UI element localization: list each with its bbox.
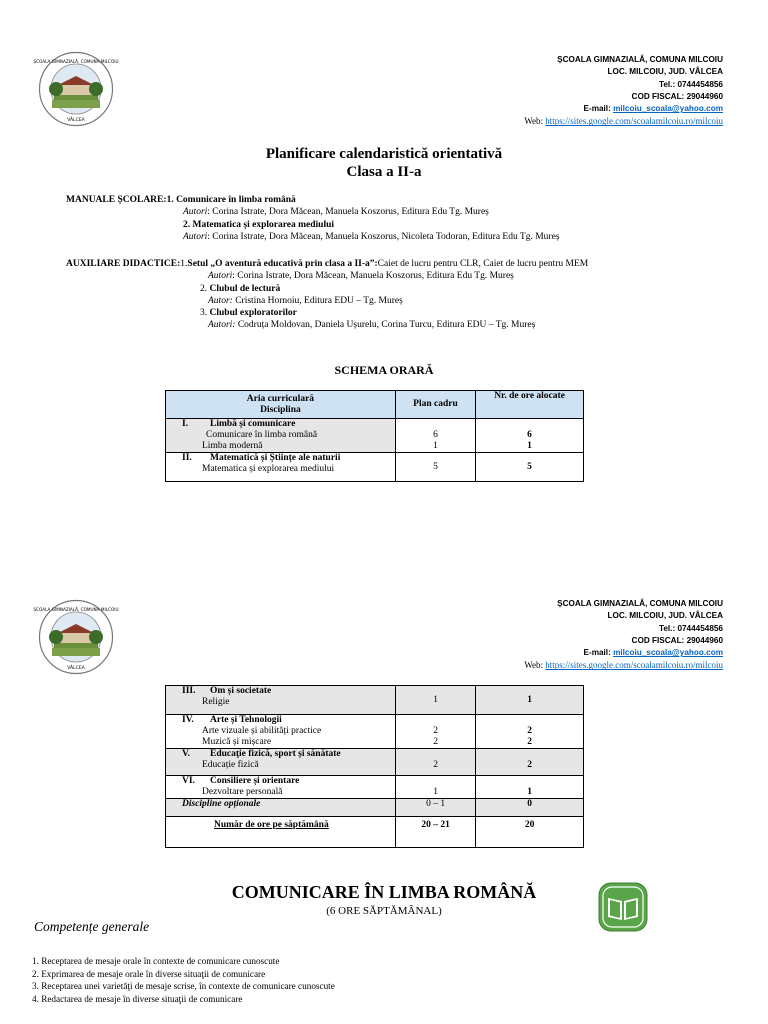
school-locality-2: LOC. MILCOIU, JUD. VÂLCEA [607, 611, 723, 621]
subject-subtitle: (6 ORE SĂPTĂMÂNAL) [326, 905, 442, 917]
aux-2-authors: Autor: Cristina Hornoiu, Editura EDU – Tg. Mureș [208, 295, 403, 306]
manual-1-authors: Autori: Corina Istrate, Dora Măcean, Manuela Koszorus, Editura Edu Tg. Mureș [183, 207, 489, 218]
manual-2-title: 2. Matematica și explorarea mediului [183, 219, 335, 230]
schedule-table-1: Aria curriculară Disciplina Plan cadru Nr. de ore alocate I. Limbă și comunicare Comunicare în limba română Limba modernă 6 1 6 1 II. Matematică și Științe ale naturii Matematica și explorarea mediului 5 5 [165, 390, 584, 482]
aux-3-authors: Autori: Codruța Moldovan, Daniela Ușurelu, Corina Turcu, Editura EDU – Tg. Mureș [208, 320, 536, 331]
book-icon [598, 882, 648, 932]
svg-text:ȘCOALA GIMNAZIALĂ, COMUNA MILC: ȘCOALA GIMNAZIALĂ, COMUNA MILCOIU [33, 607, 119, 612]
document-title [0, 146, 768, 181]
subject-title: COMUNICARE ÎN LIMBA ROMÂNĂ [231, 882, 537, 902]
school-logo [33, 51, 119, 127]
aux-1-extra: Caiet de lucru pentru CLR, Caiet de lucru pentru MEM [377, 259, 589, 269]
email-link[interactable]: milcoiu_scoala@yahoo.com [613, 104, 723, 114]
list-item: 4. Redactarea de mesaje în diverse situaţii de comunicare [32, 993, 243, 1004]
area-i: I. Limbă și comunicare Comunicare în limba română Limba modernă [166, 419, 396, 453]
email-link-2[interactable]: milcoiu_scoala@yahoo.com [613, 648, 723, 658]
web-label: Web: [524, 116, 546, 127]
email-label-2: E-mail: [583, 648, 614, 658]
school-name: ȘCOALA GIMNAZIALĂ, COMUNA MILCOIU [557, 55, 723, 64]
title-line-2: Clasa a II-a [346, 163, 422, 180]
manual-2-authors: Autori: Corina Istrate, Dora Măcean, Manuela Koszorus, Nicoleta Todoran, Editura Edu Tg. Mureș [183, 231, 560, 242]
school-info-2 [524, 598, 723, 672]
header-aria: Aria curriculară Disciplina [166, 391, 396, 419]
aux-3-title: 3. Clubul exploratorilor [200, 308, 297, 319]
list-item: 2. Exprimarea de mesaje orale în diverse situaţii de comunicare [32, 968, 266, 979]
svg-text:VÂLCEA: VÂLCEA [67, 118, 85, 123]
svg-text:VÂLCEA: VÂLCEA [67, 666, 85, 671]
manuals-label: MANUALE ȘCOLARE: [66, 195, 167, 205]
aux-1-title: Setul „O aventură educativă prin clasa a II-a”: [187, 259, 378, 269]
competente-list [32, 955, 335, 1005]
school-name-2: ȘCOALA GIMNAZIALĂ, COMUNA MILCOIU [557, 599, 723, 608]
web-link[interactable]: https://sites.google.com/scoalamilcoiu.ro/milcoiu [545, 116, 723, 127]
optional-row: Discipline opționale [166, 799, 396, 817]
svg-text:ȘCOALA GIMNAZIALĂ, COMUNA MILC: ȘCOALA GIMNAZIALĂ, COMUNA MILCOIU [33, 59, 119, 64]
schedule-table-2: III. Om și societate Religie 1 1 IV. Arte și Tehnologii Arte vizuale și abilități practice Muzică și mișcare 2 2 2 2 V. Educaţie fizică, sport și sănătate Educație fizică 2 2 VI. Consiliere și orientare Dezvoltare personală 1 1 Discipline opționale 0 – 1 0 Număr de ore pe săptămână 20 – 21 20 [165, 685, 584, 848]
area-iv: IV. Arte și Tehnologii Arte vizuale și abilități practice Muzică și mișcare [166, 715, 396, 749]
school-phone-2: Tel.: 0744454856 [658, 623, 723, 633]
web-link-2[interactable]: https://sites.google.com/scoalamilcoiu.ro/milcoiu [545, 660, 723, 671]
auxiliare-label: AUXILIARE DIDACTICE: [66, 259, 181, 269]
header-nr-ore: Nr. de ore alocate [476, 391, 584, 419]
area-iii: III. Om și societate Religie [166, 686, 396, 715]
header-plan-cadru: Plan cadru [395, 391, 475, 419]
manual-1-title: 1. Comunicare în limba română [166, 195, 296, 205]
email-label: E-mail: [583, 104, 614, 114]
school-fiscal-code: COD FISCAL: 29044960 [631, 91, 723, 101]
list-item: 3. Receptarea unei varietăţi de mesaje scrise, în contexte de comunicare cunoscute [32, 981, 335, 991]
school-logo-2 [33, 599, 119, 675]
school-info [524, 54, 723, 128]
school-fiscal-code-2: COD FISCAL: 29044960 [631, 635, 723, 645]
area-vi: VI. Consiliere și orientare Dezvoltare personală [166, 776, 396, 799]
manuals-section [66, 194, 560, 243]
aux-1-authors: Autori: Corina Istrate, Dora Măcean, Manuela Koszorus, Editura Edu Tg. Mureș [208, 271, 514, 282]
area-v: V. Educaţie fizică, sport și sănătate Educație fizică [166, 749, 396, 776]
page-2 [0, 585, 768, 1024]
total-row: Număr de ore pe săptămână [166, 817, 396, 848]
competente-heading: Competențe generale [34, 919, 150, 934]
aux-2-title: 2. Clubul de lectură [200, 283, 281, 294]
title-line-1: Planificare calendaristică orientativă [265, 146, 503, 162]
list-item: 1. Receptarea de mesaje orale în contexte de comunicare cunoscute [32, 956, 280, 966]
school-phone: Tel.: 0744454856 [658, 79, 723, 89]
school-locality: LOC. MILCOIU, JUD. VÂLCEA [607, 67, 723, 77]
auxiliare-section: AUXILIARE DIDACTICE: 1. Setul „O aventură educativă prin clasa a II-a”: Caiet de lucru pentru CLR, Caiet de lucru pentru MEM Autori: Corina Istrate, Dora Măcean, Manuela Koszorus, Editura Edu Tg. Mureș 2. Clubul de lectură Autor: Cristina Hornoiu, Editura EDU – Tg. Mureș 3. Clubul exploratorilor Autori: Codruța Moldovan, Daniela Ușurelu, Corina Turcu, Editura EDU – Tg. Mureș [66, 259, 589, 331]
schema-title: SCHEMA ORARĂ [334, 363, 434, 377]
area-ii: II. Matematică și Științe ale naturii Matematica și explorarea mediului [166, 453, 396, 482]
web-label-2: Web: [524, 660, 546, 671]
